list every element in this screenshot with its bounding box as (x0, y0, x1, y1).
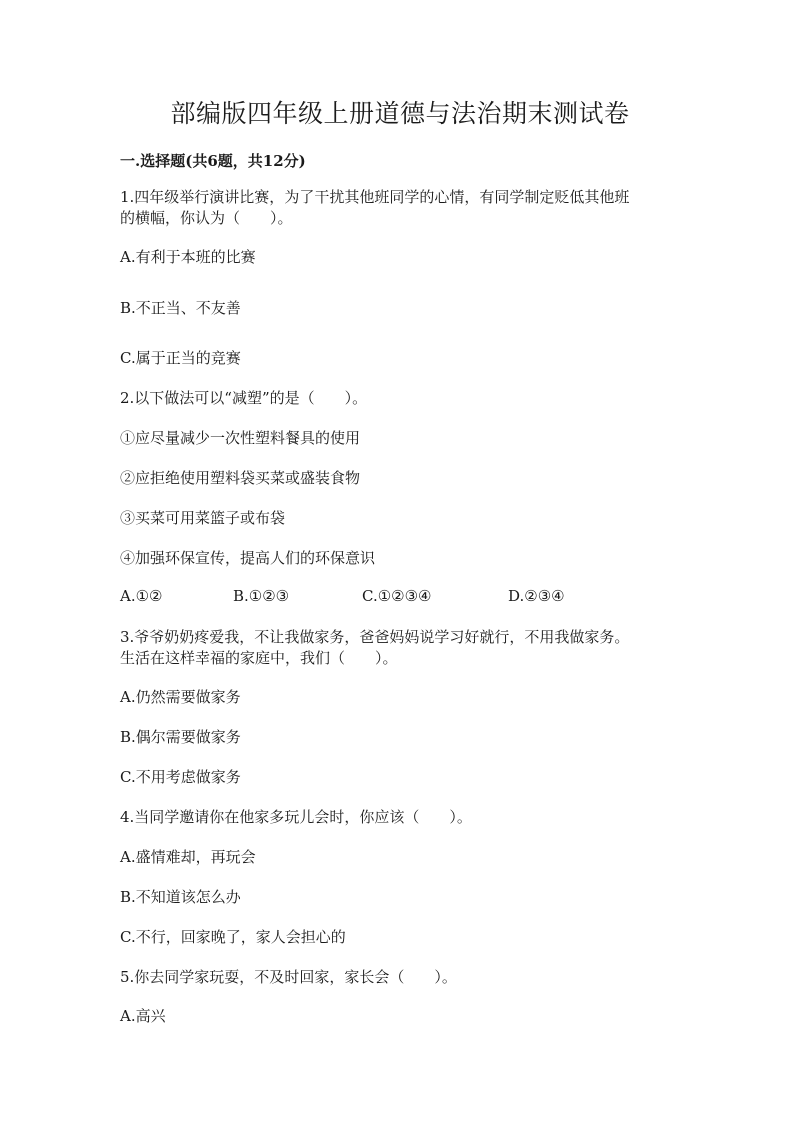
q2-option-a: A.①② (120, 587, 163, 605)
q1-option-c: C.属于正当的竞赛 (120, 349, 241, 367)
q4-option-b: B.不知道该怎么办 (120, 888, 241, 906)
q4-option-a: A.盛情难却，再玩会 (120, 848, 256, 866)
q2-stem: 2.以下做法可以“减塑”的是（ ）。 (120, 389, 368, 407)
q4-stem: 4.当同学邀请你在他家多玩儿会时，你应该（ ）。 (120, 808, 472, 826)
q2-item-2: ②应拒绝使用塑料袋买菜或盛装食物 (120, 469, 361, 487)
q1-stem-line1: 1.四年级举行演讲比赛，为了干扰其他班同学的心情，有同学制定贬低其他班 (120, 188, 630, 206)
q3-option-b: B.偶尔需要做家务 (120, 728, 241, 746)
q2-option-d: D.②③④ (508, 587, 565, 605)
q2-option-c: C.①②③④ (362, 587, 432, 605)
page-title: 部编版四年级上册道德与法治期末测试卷 (170, 99, 630, 128)
q1-option-b: B.不正当、不友善 (120, 299, 241, 317)
q3-option-a: A.仍然需要做家务 (120, 688, 241, 706)
q5-stem: 5.你去同学家玩耍，不及时回家，家长会（ ）。 (120, 968, 457, 986)
q2-option-b: B.①②③ (233, 587, 290, 605)
q3-stem-line2: 生活在这样幸福的家庭中，我们（ ）。 (120, 649, 398, 667)
q1-stem-line2: 的横幅，你认为（ ）。 (120, 209, 293, 227)
q3-stem-line1: 3.爷爷奶奶疼爱我，不让我做家务，爸爸妈妈说学习好就行，不用我做家务。 (120, 628, 630, 646)
q3-option-c: C.不用考虑做家务 (120, 768, 241, 786)
q2-item-4: ④加强环保宣传，提高人们的环保意识 (120, 549, 376, 567)
q2-item-3: ③买菜可用菜篮子或布袋 (120, 509, 286, 527)
q2-options-row (120, 587, 720, 609)
q4-option-c: C.不行，回家晚了，家人会担心的 (120, 928, 346, 946)
q1-option-a: A.有利于本班的比赛 (120, 248, 256, 266)
q5-option-a: A.高兴 (120, 1007, 166, 1025)
section-header: 一.选择题(共6题，共12分) (120, 152, 306, 170)
q2-item-1: ①应尽量减少一次性塑料餐具的使用 (120, 429, 361, 447)
